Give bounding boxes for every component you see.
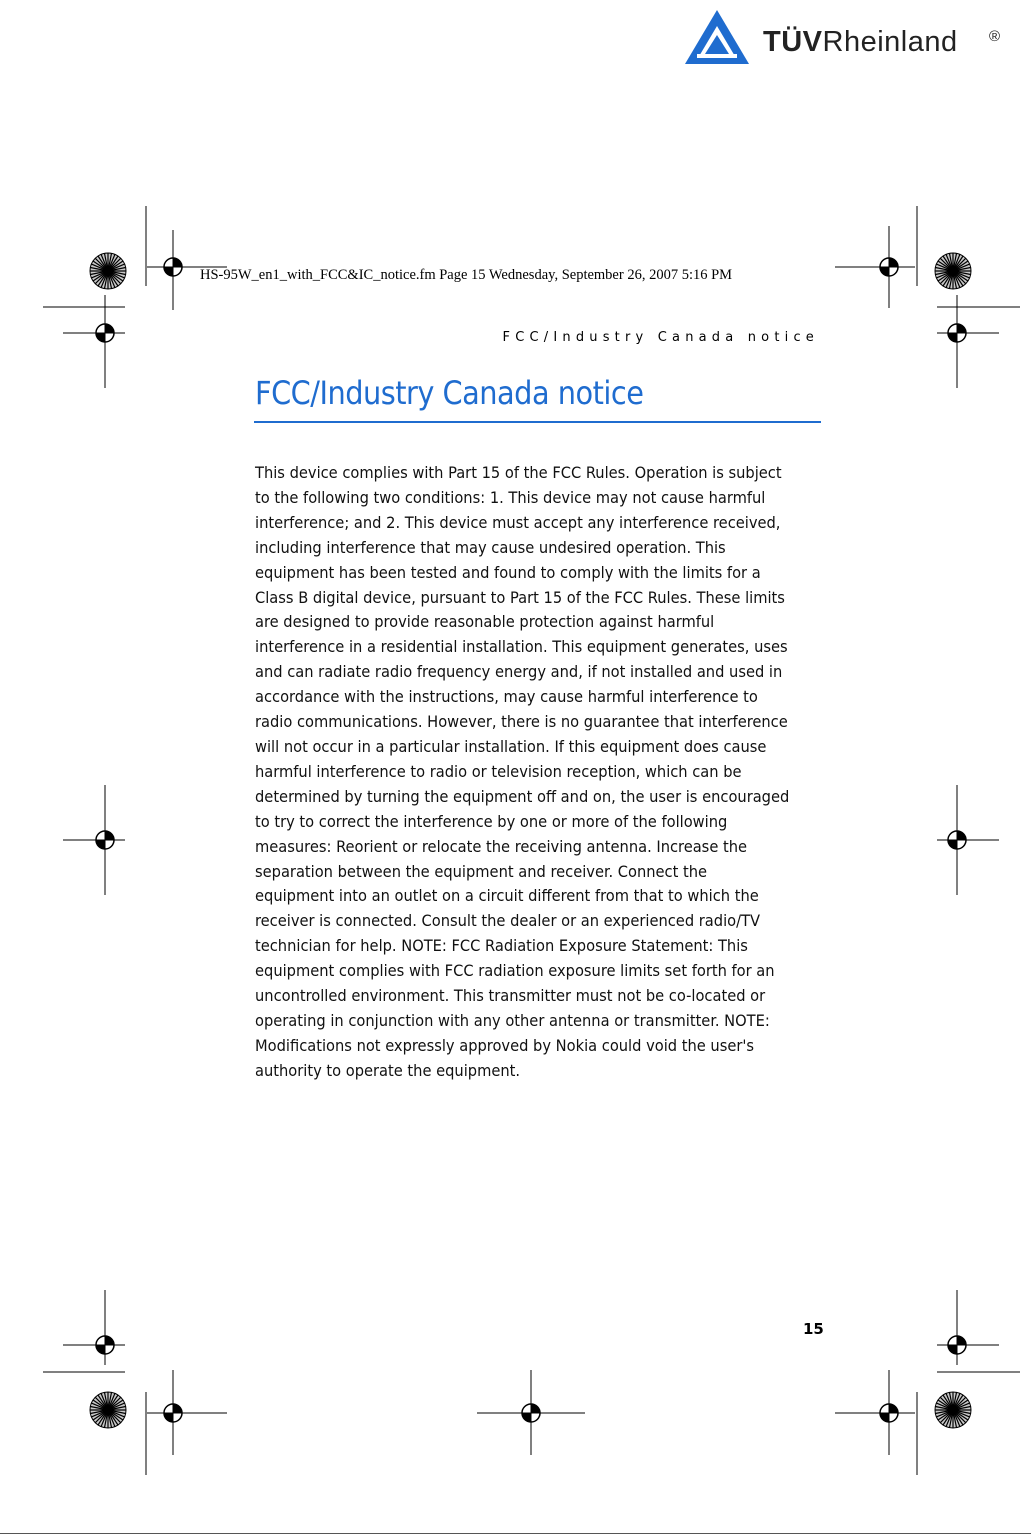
page-title: FCC/Industry Canada notice bbox=[255, 374, 644, 412]
body-line: equipment has been tested and found to comply with the limits for a bbox=[255, 562, 761, 582]
logo-wordmark: TÜVRheinland bbox=[763, 26, 958, 58]
registered-mark: ® bbox=[989, 28, 1001, 45]
body-line: to try to correct the interference by one or more of the following bbox=[255, 811, 728, 831]
body-line: measures: Reorient or relocate the receiving antenna. Increase the bbox=[255, 836, 748, 856]
body-line: authority to operate the equipment. bbox=[255, 1060, 521, 1080]
print-header: HS-95W_en1_with_FCC&IC_notice.fm Page 15 Wednesday, September 26, 2007 5:16 PM bbox=[200, 267, 733, 283]
body-line: harmful interference to radio or television reception, which can be bbox=[255, 761, 742, 781]
body-line: Modifications not expressly approved by Nokia could void the user's bbox=[255, 1035, 755, 1055]
body-line: interference in a residential installation. This equipment generates, uses bbox=[255, 637, 788, 657]
body-line: Class B digital device, pursuant to Part 15 of the FCC Rules. These limits bbox=[255, 587, 785, 607]
body-line: operating in conjunction with any other antenna or transmitter. NOTE: bbox=[255, 1010, 770, 1030]
body-line: accordance with the instructions, may cause harmful interference to bbox=[255, 687, 758, 707]
body-line: are designed to provide reasonable protection against harmful bbox=[255, 612, 715, 632]
title-underline bbox=[254, 421, 821, 423]
body-line: This device complies with Part 15 of the FCC Rules. Operation is subject bbox=[255, 463, 782, 482]
page-number: 15 bbox=[803, 1320, 824, 1338]
body-line: uncontrolled environment. This transmitter must not be co-located or bbox=[255, 986, 766, 1006]
body-line: radio communications. However, there is no guarantee that interference bbox=[255, 712, 788, 732]
body-line: equipment into an outlet on a circuit different from that to which the bbox=[255, 886, 759, 906]
body-line: including interference that may cause undesired operation. This bbox=[255, 537, 726, 557]
body-line: determined by turning the equipment off and on, the user is encouraged bbox=[255, 786, 790, 806]
body-line: and can radiate radio frequency energy and, if not installed and used in bbox=[255, 662, 783, 682]
notice-body bbox=[255, 461, 821, 1084]
body-line: to the following two conditions: 1. This device may not cause harmful bbox=[255, 487, 766, 507]
body-line: interference; and 2. This device must accept any interference received, bbox=[255, 512, 781, 532]
bottom-divider bbox=[0, 1533, 1031, 1534]
body-line: will not occur in a particular installation. If this equipment does cause bbox=[255, 736, 767, 756]
body-line: equipment complies with FCC radiation exposure limits set forth for an bbox=[255, 961, 775, 981]
body-line: technician for help. NOTE: FCC Radiation Exposure Statement: This bbox=[255, 936, 748, 956]
running-header: FCC/Industry Canada notice bbox=[502, 330, 819, 345]
body-line: separation between the equipment and receiver. Connect the bbox=[255, 861, 708, 881]
body-line: receiver is connected. Consult the dealer or an experienced radio/TV bbox=[255, 911, 760, 931]
